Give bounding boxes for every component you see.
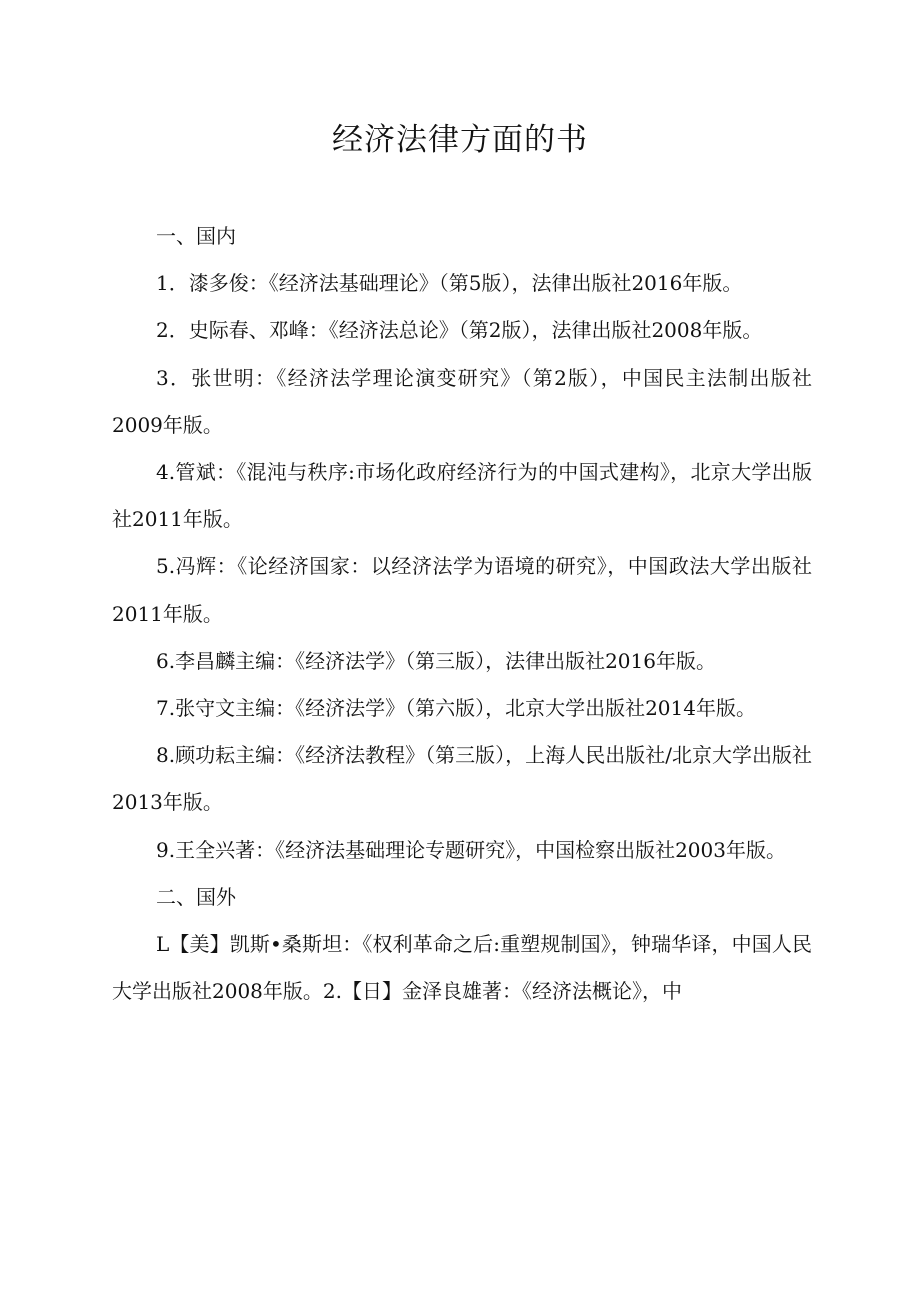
section-heading-domestic: 一、国内 — [156, 224, 236, 248]
document-title: 经济法律方面的书 — [332, 122, 588, 158]
book-entry: 4.管斌：《混沌与秩序:市场化政府经济行为的中国式建构》，北京大学出版社2011年版。 — [112, 460, 812, 532]
document-body — [112, 213, 812, 1015]
book-entry: 3．张世明：《经济法学理论演变研究》（第2版），中国民主法制出版社2009年版。 — [112, 365, 812, 437]
book-entry: 9.王全兴著：《经济法基础理论专题研究》，中国检察出版社2003年版。 — [156, 837, 786, 862]
book-entry: 5.冯辉：《论经济国家：以经济法学为语境的研究》，中国政法大学出版社2011年版。 — [112, 554, 812, 626]
book-entry: 6.李昌麟主编：《经济法学》（第三版），法律出版社2016年版。 — [156, 648, 716, 673]
book-entry: 1．漆多俊：《经济法基础理论》（第5版），法律出版社2016年版。 — [156, 271, 743, 296]
section-heading-foreign: 二、国外 — [156, 884, 236, 909]
book-entry: 7.张守文主编：《经济法学》（第六版），北京大学出版社2014年版。 — [156, 696, 756, 721]
book-entry: 8.顾功耘主编：《经济法教程》（第三版），上海人民出版社/北京大学出版社2013年版。 — [112, 743, 812, 815]
book-entry: 2．史际春、邓峰：《经济法总论》（第2版），法律出版社2008年版。 — [156, 318, 763, 343]
book-entry: L【美】凯斯•桑斯坦：《权利革命之后:重塑规制国》，钟瑞华译，中国人民大学出版社2008年版。2.【日】金泽良雄著：《经济法概论》，中 — [112, 932, 812, 1004]
